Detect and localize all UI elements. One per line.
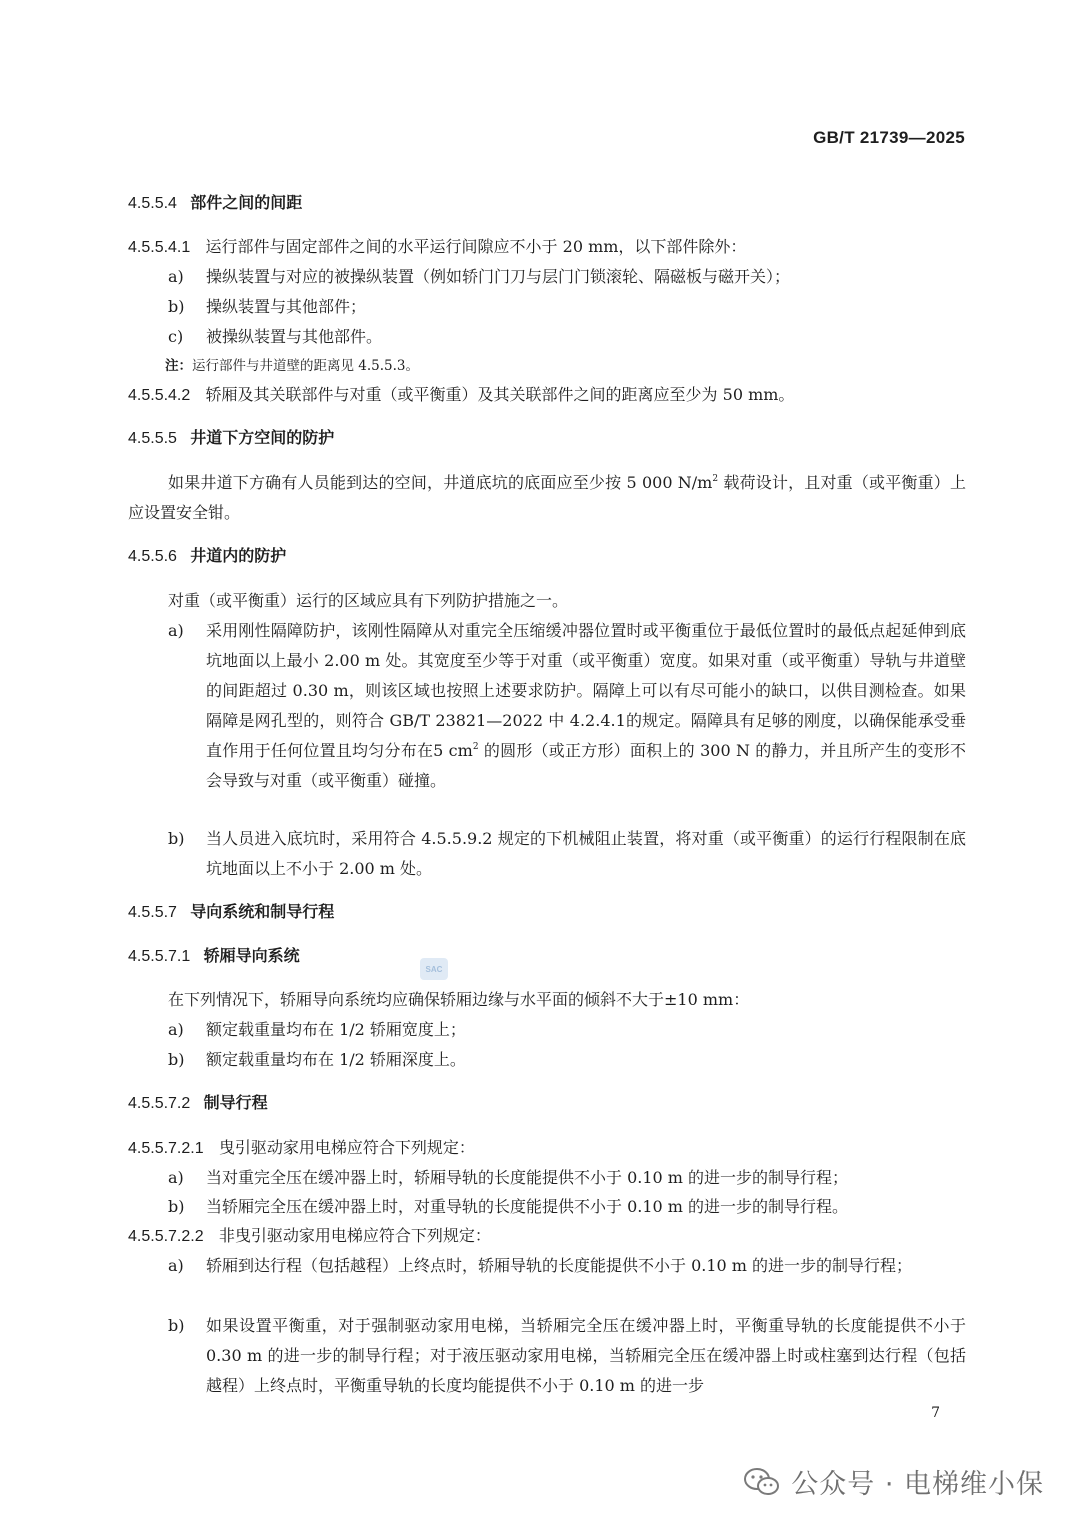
paragraph: 对重（或平衡重）运行的区域应具有下列防护措施之一。 <box>168 591 569 610</box>
list-label: c) <box>168 327 184 346</box>
section-heading: 4.5.5.6 井道内的防护 <box>128 548 287 565</box>
page-number: 7 <box>931 1405 940 1421</box>
list-item: 采用刚性隔障防护，该刚性隔障从对重完全压缩缓冲器位置时或平衡重位于最低位置时的最低点起延伸到底坑地面以上最小 2.00 m 处。其宽度至少等于对重（或平衡重）宽度。如果对重（或平衡重）导轨与井道壁的间距超过 0.30 m，则该区域也按照上述要求防护。隔障上可以有尽可能小的缺口，以供目测检查。如果隔障是网孔型的，则符合 GB/T 23821—2022 中 4.2.4.1的规定。隔障具有足够的刚度，以确保能承受垂直作用于任何位置且均匀分布在5 $cm^2$ 的圆形（或正方形）面积上的 300 N 的静力，并且所产生的变形不会导致与对重（或平衡重）碰撞。 <box>206 621 967 790</box>
watermark-text: 公众号 · 电梯维小保 <box>791 1469 1044 1500</box>
list-label: b) <box>168 1316 185 1335</box>
list-item: 被操纵装置与其他部件。 <box>206 327 383 346</box>
list-item: 额定载重量均布在 1/2 轿厢深度上。 <box>206 1050 466 1069</box>
clause-4-5-5-4-1: 4.5.5.4.1 运行部件与固定部件之间的水平运行间隙应不小于 20 mm，以下部件除外： <box>128 237 747 256</box>
list-item: 当对重完全压在缓冲器上时，轿厢导轨的长度能提供不小于 0.10 m 的进一步的制导行程； <box>206 1168 849 1187</box>
list-label: b) <box>168 297 185 316</box>
wechat-watermark <box>743 1462 1044 1501</box>
paragraph: 在下列情况下，轿厢导向系统均应确保轿厢边缘与水平面的倾斜不大于±10 mm： <box>168 990 750 1009</box>
section-heading: 4.5.5.7.1 轿厢导向系统 <box>128 948 300 965</box>
list-item: 操纵装置与对应的被操纵装置（例如轿门门刀与层门门锁滚轮、隔磁板与磁开关）； <box>206 267 791 286</box>
section-heading: 4.5.5.7.2 制导行程 <box>128 1095 268 1112</box>
clause-4-5-5-7-2-1: 4.5.5.7.2.1 曳引驱动家用电梯应符合下列规定： <box>128 1138 475 1157</box>
list-label: a) <box>168 267 184 286</box>
list-label: a) <box>168 1256 184 1275</box>
clause-4-5-5-4-2: 4.5.5.4.2 轿厢及其关联部件与对重（或平衡重）及其关联部件之间的距离应至少为 50 mm。 <box>128 385 795 404</box>
note: 注：运行部件与井道壁的距离见 4.5.5.3。 <box>165 358 420 374</box>
list-item: 轿厢到达行程（包括越程）上终点时，轿厢导轨的长度能提供不小于 0.10 m 的进一步的制导行程； <box>206 1256 913 1275</box>
list-label: a) <box>168 1168 184 1187</box>
list-label: a) <box>168 1020 184 1039</box>
list-label: a) <box>168 621 184 640</box>
list-item: 操纵装置与其他部件； <box>206 297 367 316</box>
paragraph: 如果井道下方确有人员能到达的空间，井道底坑的底面应至少按 5 000 $N/m^2$ 载荷设计，且对重（或平衡重）上应设置安全钳。 <box>128 473 966 522</box>
sac-stamp: SAC <box>420 958 448 980</box>
list-label: b) <box>168 1197 185 1216</box>
list-item: 当轿厢完全压在缓冲器上时，对重导轨的长度能提供不小于 0.10 m 的进一步的制导行程。 <box>206 1197 849 1216</box>
clause-4-5-5-7-2-2: 4.5.5.7.2.2 非曳引驱动家用电梯应符合下列规定： <box>128 1226 491 1245</box>
section-heading: 4.5.5.4 部件之间的间距 <box>128 195 303 212</box>
list-label: b) <box>168 829 185 848</box>
list-item: 如果设置平衡重，对于强制驱动家用电梯，当轿厢完全压在缓冲器上时，平衡重导轨的长度能提供不小于 0.30 m 的进一步的制导行程；对于液压驱动家用电梯，当轿厢完全压在缓冲器上时或柱塞到达行程（包括越程）上终点时，平衡重导轨的长度均能提供不小于 0.10 m 的进一步 <box>206 1316 966 1395</box>
wechat-icon <box>743 1467 781 1497</box>
list-label: b) <box>168 1050 185 1069</box>
standard-number: GB/T 21739—2025 <box>813 128 965 147</box>
section-heading: 4.5.5.7 导向系统和制导行程 <box>128 904 335 921</box>
list-item: 当人员进入底坑时，采用符合 4.5.5.9.2 规定的下机械阻止装置，将对重（或平衡重）的运行行程限制在底坑地面以上不小于 2.00 m 处。 <box>206 829 966 878</box>
list-item: 额定载重量均布在 1/2 轿厢宽度上； <box>206 1020 466 1039</box>
section-heading: 4.5.5.5 井道下方空间的防护 <box>128 430 335 447</box>
